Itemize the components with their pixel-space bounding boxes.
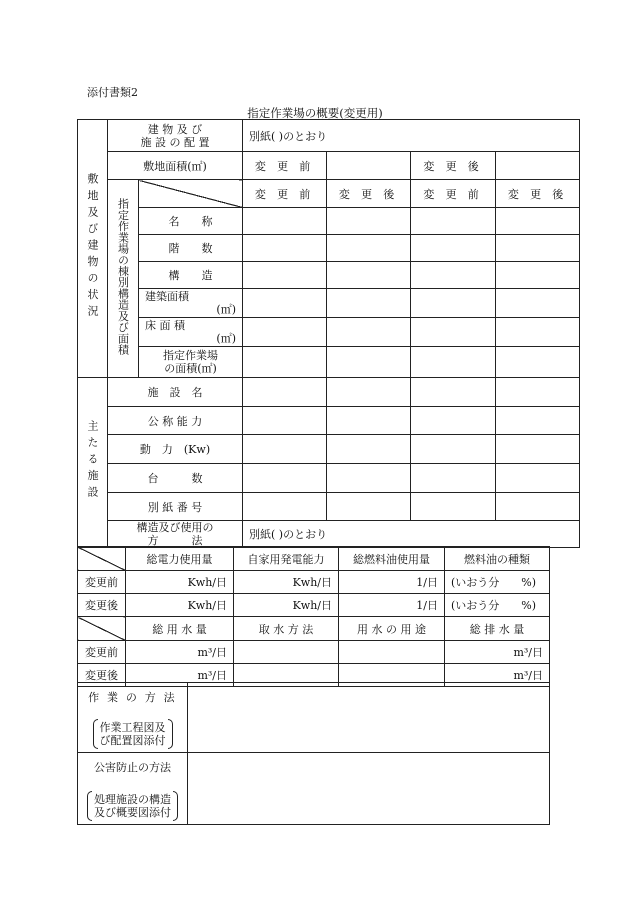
cell[interactable]	[411, 464, 496, 493]
cell[interactable]	[411, 407, 496, 435]
row-label-name: 名 称	[139, 208, 243, 235]
cell[interactable]	[327, 407, 411, 435]
water-before-intake[interactable]	[234, 641, 339, 664]
col-before-1: 変 更 前	[243, 180, 327, 208]
attachment-label: 添付書類2	[87, 86, 138, 99]
cell[interactable]	[243, 347, 327, 378]
pollution-method-label: 公害防止の方法 処理施設の構造 及び概要図添付	[78, 753, 188, 825]
work-method-value[interactable]	[188, 683, 550, 753]
area-after-value[interactable]	[496, 152, 580, 180]
energy-before-kind[interactable]: (いおう分 %)	[445, 571, 550, 594]
cell[interactable]	[496, 318, 580, 347]
cell[interactable]	[243, 378, 327, 407]
cell[interactable]	[327, 262, 411, 289]
cell[interactable]	[496, 347, 580, 378]
cell[interactable]	[243, 435, 327, 464]
facility-row-units: 台 数	[108, 464, 243, 493]
site-area-label: 敷地面積(㎡)	[108, 152, 243, 180]
water-before-drain[interactable]: m³/日	[445, 641, 550, 664]
facility-row-power: 動 力 (Kw)	[108, 435, 243, 464]
cell[interactable]	[496, 235, 580, 262]
energy-before-power[interactable]: Kwh/日	[126, 571, 234, 594]
row-label-structure: 構 造	[139, 262, 243, 289]
energy-before-fuel[interactable]: 1/日	[339, 571, 445, 594]
cell[interactable]	[327, 435, 411, 464]
diagonal-cell	[139, 180, 243, 208]
facility-row-name: 施 設 名	[108, 378, 243, 407]
cell[interactable]	[496, 262, 580, 289]
cell[interactable]	[327, 347, 411, 378]
area-after-header: 変 更 後	[411, 152, 496, 180]
header-total-power: 総電力使用量	[126, 547, 234, 571]
col-after-1: 変 更 後	[327, 180, 411, 208]
header-water-purpose: 用 水 の 用 途	[339, 617, 445, 641]
water-diagonal-cell	[78, 617, 126, 641]
row-label-floors: 階 数	[139, 235, 243, 262]
cell[interactable]	[327, 464, 411, 493]
cell[interactable]	[327, 378, 411, 407]
cell[interactable]	[496, 289, 580, 318]
energy-after-label: 変更後	[78, 594, 126, 617]
cell[interactable]	[496, 378, 580, 407]
cell[interactable]	[327, 235, 411, 262]
cell[interactable]	[327, 289, 411, 318]
facility-row-attachment-no: 別 紙 番 号	[108, 493, 243, 521]
area-before-value[interactable]	[327, 152, 411, 180]
building-label: 指定作業場の棟別構造及び面積	[108, 180, 139, 378]
work-method-note: 作業工程図及 び配置図添付	[93, 719, 173, 749]
cell[interactable]	[243, 289, 327, 318]
methods-table	[77, 682, 550, 825]
cell[interactable]	[243, 208, 327, 235]
water-before-purpose[interactable]	[339, 641, 445, 664]
cell[interactable]	[411, 435, 496, 464]
layout-value: 別紙( )のとおり	[243, 120, 580, 152]
facility-section-label: 主たる施設	[78, 378, 108, 548]
header-generation: 自家用発電能力	[234, 547, 339, 571]
cell[interactable]	[411, 493, 496, 521]
site-facility-table	[77, 119, 580, 548]
energy-after-kind[interactable]: (いおう分 %)	[445, 594, 550, 617]
energy-before-gen[interactable]: Kwh/日	[234, 571, 339, 594]
cell[interactable]	[243, 235, 327, 262]
water-before-label: 変更前	[78, 641, 126, 664]
cell[interactable]	[496, 435, 580, 464]
cell[interactable]	[496, 493, 580, 521]
cell[interactable]	[243, 262, 327, 289]
pollution-method-value[interactable]	[188, 753, 550, 825]
cell[interactable]	[327, 208, 411, 235]
site-section-label: 敷地及び建物の状況	[78, 120, 108, 378]
energy-diagonal-cell	[78, 547, 126, 571]
water-after-use[interactable]: m³/日	[126, 664, 234, 687]
cell[interactable]	[327, 318, 411, 347]
col-after-2: 変 更 後	[496, 180, 580, 208]
layout-label: 建 物 及 び 施 設 の 配 置	[108, 120, 243, 152]
header-intake: 取 水 方 法	[234, 617, 339, 641]
header-fuel-kind: 燃料油の種類	[445, 547, 550, 571]
row-label-floor-area: 床 面 積 (㎡)	[139, 318, 243, 347]
energy-before-label: 変更前	[78, 571, 126, 594]
water-before-use[interactable]: m³/日	[126, 641, 234, 664]
energy-after-power[interactable]: Kwh/日	[126, 594, 234, 617]
cell[interactable]	[496, 208, 580, 235]
cell[interactable]	[496, 407, 580, 435]
cell[interactable]	[243, 493, 327, 521]
cell[interactable]	[411, 289, 496, 318]
work-method-label: 作 業 の 方 法 作業工程図及 び配置図添付	[78, 683, 188, 753]
page-title: 指定作業場の概要(変更用)	[247, 106, 383, 120]
cell[interactable]	[243, 318, 327, 347]
pollution-method-note: 処理施設の構造 及び概要図添付	[87, 791, 178, 821]
col-before-2: 変 更 前	[411, 180, 496, 208]
energy-after-fuel[interactable]: 1/日	[339, 594, 445, 617]
cell[interactable]	[496, 464, 580, 493]
facility-structure-label: 構造及び使用の 方 法	[108, 521, 243, 548]
area-before-header: 変 更 前	[243, 152, 327, 180]
facility-row-capacity: 公 称 能 力	[108, 407, 243, 435]
facility-structure-value: 別紙( )のとおり	[243, 521, 580, 548]
row-label-work-area: 指定作業場 の面積(㎡)	[139, 347, 243, 378]
cell[interactable]	[243, 407, 327, 435]
water-after-drain[interactable]: m³/日	[445, 664, 550, 687]
cell[interactable]	[327, 493, 411, 521]
cell[interactable]	[411, 235, 496, 262]
cell[interactable]	[243, 464, 327, 493]
energy-after-gen[interactable]: Kwh/日	[234, 594, 339, 617]
cell[interactable]	[411, 318, 496, 347]
cell[interactable]	[411, 208, 496, 235]
header-drainage: 総 排 水 量	[445, 617, 550, 641]
cell[interactable]	[411, 378, 496, 407]
row-label-building-area: 建築面積 (㎡)	[139, 289, 243, 318]
header-water-use: 総 用 水 量	[126, 617, 234, 641]
water-after-label: 変更後	[78, 664, 126, 687]
cell[interactable]	[411, 262, 496, 289]
header-fuel-usage: 総燃料油使用量	[339, 547, 445, 571]
cell[interactable]	[411, 347, 496, 378]
energy-water-table	[77, 546, 550, 687]
